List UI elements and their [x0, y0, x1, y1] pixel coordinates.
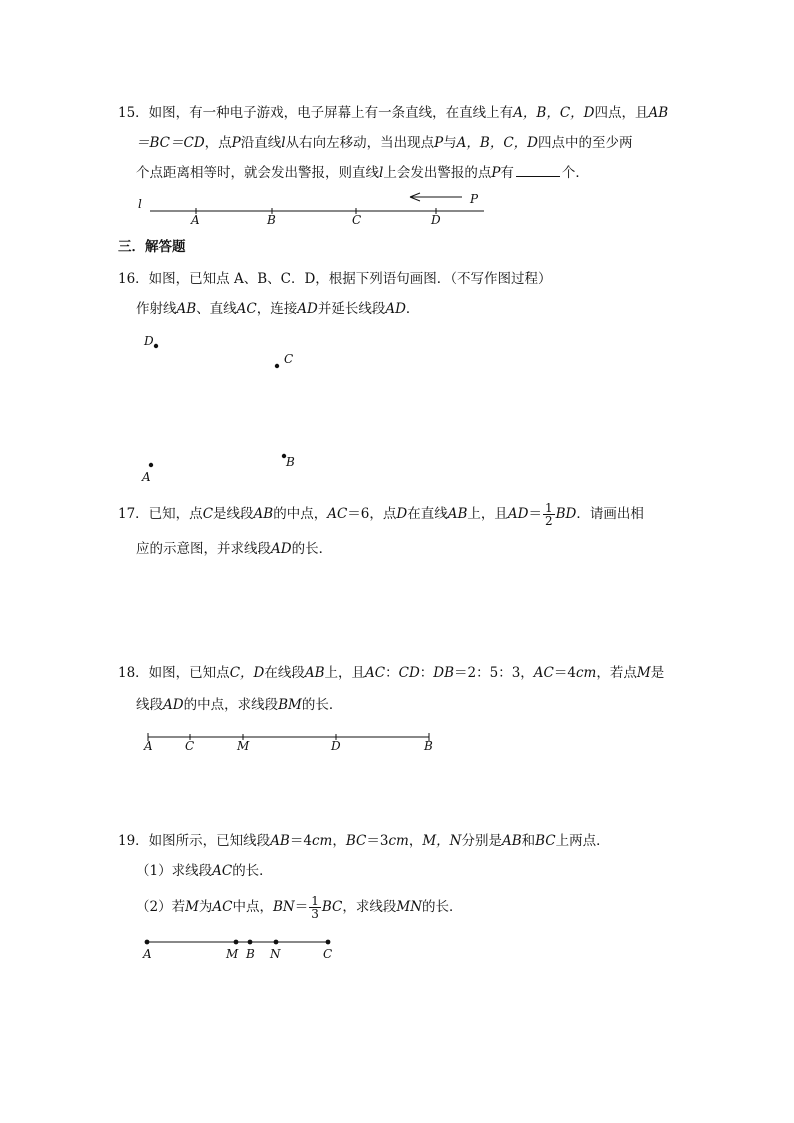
q17-var: AB	[447, 506, 468, 522]
q19-var: AB	[270, 833, 290, 849]
q16-text: 、直线	[196, 301, 237, 317]
q16-text: ．	[405, 301, 420, 317]
q16-var: AB	[176, 301, 197, 317]
point-label-P: P	[470, 192, 479, 206]
q17-var: BD	[555, 506, 577, 522]
q15-text: 与	[443, 135, 457, 151]
q18-text: ＝2：5：3，	[454, 665, 534, 681]
q19-text: （2）若	[136, 899, 186, 915]
point-B	[248, 940, 253, 945]
q17-var: AC	[327, 506, 348, 522]
point-label-B: B	[246, 947, 255, 961]
q16-text: ，连接	[256, 301, 298, 317]
q19-var: AC	[212, 863, 233, 879]
q15-var: A，B，C，D	[456, 135, 538, 151]
q19-text: 分别是	[461, 833, 502, 849]
q19-text: （1）求线段	[136, 863, 213, 879]
q19-var: AC	[212, 899, 233, 915]
q15-text: 四点，且	[594, 105, 649, 121]
q19-var: BC	[345, 833, 367, 849]
q15-var: l	[281, 135, 286, 151]
q19-text: 中点，	[232, 899, 274, 915]
q19-var: cm	[311, 833, 333, 849]
point-label-A: A	[144, 739, 153, 753]
q15-text: ，点	[204, 135, 232, 151]
q19-text: ＝3	[366, 833, 389, 849]
q15-text: 上会发出警报的点	[383, 165, 492, 181]
q18-text: 的长．	[301, 697, 343, 713]
q15-var: l	[379, 165, 384, 181]
point-label-C: C	[185, 739, 195, 753]
q17-text: 在直线	[407, 506, 448, 522]
q17-var: D	[396, 506, 408, 522]
point-label-C: C	[323, 947, 333, 961]
q16-var: AD	[297, 301, 318, 317]
q16-text: 作射线	[136, 301, 177, 317]
point-label-D: D	[331, 739, 341, 753]
point-M	[234, 940, 239, 945]
q18-text: 上，且	[324, 665, 366, 681]
q18-text: 18．如图，已知点	[118, 665, 230, 681]
q15-points-text: A，B，C，D	[513, 105, 595, 121]
q15-text: 有	[500, 165, 514, 181]
point-label-A: A	[191, 213, 200, 227]
point-C	[275, 364, 279, 368]
fraction-numerator: 1	[544, 501, 553, 515]
q17-text: 应的示意图，并求线段	[136, 541, 271, 557]
q19-var: BC	[535, 833, 556, 849]
q18-text: ，若点	[596, 665, 637, 681]
q15-var: P	[491, 165, 501, 181]
q19-text: 19．如图所示，已知线段	[118, 833, 271, 849]
q16-line-1: 16．如图，已知点 A、B、C．D，根据下列语句画图．（不写作图过程）	[118, 271, 552, 287]
q17-text: 是线段	[213, 506, 254, 522]
point-label-A: A	[143, 947, 152, 961]
section-title: 三．解答题	[118, 239, 186, 255]
q17-var: AD	[507, 506, 529, 522]
point-label-M: M	[237, 739, 250, 753]
q18-text: 是	[650, 665, 665, 681]
q17-text: ＝	[528, 506, 542, 522]
q18-var: CD	[398, 665, 420, 681]
q19-var: M，N	[422, 833, 462, 849]
q18-var: AB	[304, 665, 325, 681]
q17-text: 的长．	[291, 541, 333, 557]
q17-text: ＝6，点	[347, 506, 397, 522]
point-label-A: A	[142, 470, 151, 484]
q19-text: ，求线段	[342, 899, 397, 915]
q17-var: AB	[253, 506, 274, 522]
point-label-B: B	[424, 739, 433, 753]
point-A	[149, 463, 153, 467]
point-label-D: D	[144, 334, 154, 348]
q18-var: AC	[533, 665, 554, 681]
q15-segment-text: AB	[648, 105, 669, 121]
point-label-C: C	[352, 213, 362, 227]
q15-equation: ＝BC＝CD	[136, 135, 205, 151]
q19-var: M	[185, 899, 199, 915]
q18-figure	[143, 733, 433, 753]
q18-text: ＝4	[553, 665, 576, 681]
q15-text: 个点距离相等时，就会发出警报，则直线	[136, 165, 379, 181]
point-label-D: D	[431, 213, 441, 227]
fraction-denominator: 3	[311, 907, 319, 921]
q18-var: C，D	[229, 665, 265, 681]
point-D	[154, 344, 158, 348]
q15-text: 15．如图，有一种电子游戏，电子屏幕上有一条直线，在直线上有	[118, 105, 514, 121]
q15-figure	[138, 192, 484, 227]
q18-text: 在线段	[264, 665, 305, 681]
q19-text: 和	[521, 833, 536, 849]
q18-text: 的中点，求线段	[183, 697, 279, 713]
q17-text: 17．已知，点	[118, 506, 203, 522]
point-label-N: N	[270, 947, 281, 961]
q18-var: BM	[278, 697, 302, 713]
q17-var: AD	[271, 541, 292, 557]
q18-text: ：	[419, 665, 434, 681]
q19-text: 的长．	[232, 863, 273, 879]
point-N	[274, 940, 279, 945]
q18-text: 线段	[136, 697, 163, 713]
q19-text: ＝	[294, 899, 309, 915]
q17-text: ．请画出相	[576, 506, 644, 522]
point-label-M: M	[226, 947, 239, 961]
point-label-B: B	[286, 455, 295, 469]
q19-figure	[142, 940, 332, 961]
q16-var: AD	[385, 301, 406, 317]
q19-var: BC	[321, 899, 343, 915]
point-C	[326, 940, 331, 945]
q15-text: 四点中的至少两	[538, 135, 633, 151]
point-A	[145, 940, 150, 945]
q18-var: AD	[163, 697, 184, 713]
q19-var: AB	[501, 833, 522, 849]
q17-text: 的中点，	[273, 506, 328, 522]
q18-text: ：	[385, 665, 399, 681]
q19-var: cm	[388, 833, 409, 849]
fraction-denominator: 2	[544, 514, 553, 528]
q15-text: 个．	[561, 165, 589, 181]
q17-text: 上，且	[467, 506, 508, 522]
q18-var: DB	[433, 665, 455, 681]
q19-text: 的长．	[422, 899, 463, 915]
q19-text: 上两点．	[555, 833, 610, 849]
q19-text: 为	[198, 899, 213, 915]
q19-var: BN	[273, 899, 295, 915]
q15-text: 沿直线	[240, 135, 282, 151]
q16-figure	[141, 334, 295, 484]
q18-var: M	[636, 665, 651, 681]
q15-text: 从右向左移动，当出现点	[285, 135, 435, 151]
q18-var: cm	[575, 665, 597, 681]
q15-var: P	[231, 135, 241, 151]
line-label-l: l	[138, 197, 142, 211]
q15-var: P	[434, 135, 444, 151]
point-label-B: B	[267, 213, 276, 227]
q16-text: 并延长线段	[317, 301, 386, 317]
q18-var: AC	[365, 665, 386, 681]
q16-var: AC	[236, 301, 257, 317]
fraction-numerator: 1	[311, 894, 319, 908]
q19-text: ＝4	[289, 833, 312, 849]
point-label-C: C	[284, 352, 294, 366]
q17-var: C	[202, 506, 214, 522]
q19-text: ，	[408, 833, 423, 849]
q19-var: MN	[396, 899, 423, 915]
q19-text: ，	[332, 833, 346, 849]
